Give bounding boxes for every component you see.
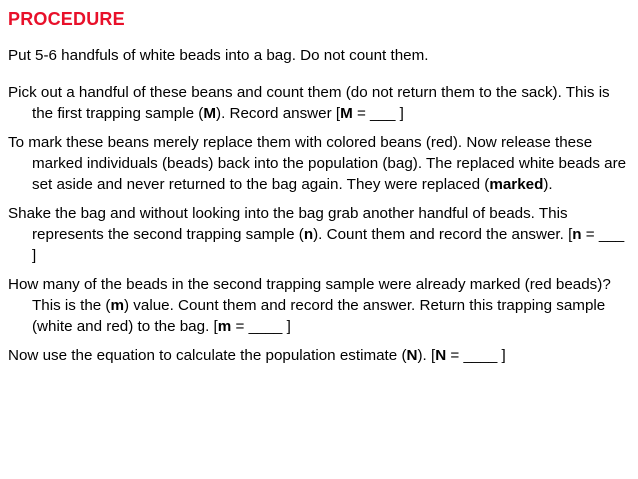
step-3-text: ). [543, 176, 553, 193]
step-4-text: ). Count them and record the answer. [ [313, 226, 573, 243]
step-2-paragraph [8, 82, 630, 124]
step-1-text: Put 5-6 handfuls of white beads into a bag. Do not count them. [8, 47, 429, 64]
step-2-text: Pick out a handful of these beans and count them (do not return them to the sack). This is the first trapping sample ( [8, 84, 610, 122]
variable-m: m [217, 318, 232, 335]
step-6-paragraph [8, 345, 630, 366]
variable-M: M [203, 105, 217, 122]
step-5-text: ) value. Count them and record the answer. Return this trapping sample (white and red) to the bag. [ [32, 297, 606, 335]
step-6-text: ). [ [417, 347, 436, 364]
keyword-marked: marked [489, 176, 544, 193]
step-4-paragraph [8, 203, 630, 266]
procedure-heading: PROCEDURE [8, 9, 125, 29]
answer-blank-m: = ____ ] [231, 318, 291, 335]
answer-blank-M: = ___ ] [352, 105, 404, 122]
answer-blank-N: = ____ ] [446, 347, 506, 364]
step-2-text: ). Record answer [ [216, 105, 341, 122]
step-5-text: How many of the beads in the second trapping sample were already marked (red beads)? This is the ( [8, 276, 611, 314]
step-1-paragraph [8, 45, 630, 66]
step-6-text: Now use the equation to calculate the population estimate ( [8, 347, 407, 364]
variable-M: M [340, 105, 353, 122]
variable-N: N [435, 347, 447, 364]
variable-n: n [303, 226, 314, 243]
step-5-paragraph [8, 274, 630, 337]
step-4-text: Shake the bag and without looking into the bag grab another handful of beads. This represents the second trapping sample ( [8, 205, 568, 243]
variable-n: n [572, 226, 582, 243]
step-3-text: To mark these beans merely replace them with colored beans (red). Now release these marked individuals (beads) back into the population (bag). The replaced white beads are set aside and never returned to the bag again. They were replaced ( [8, 134, 627, 193]
variable-N: N [406, 347, 418, 364]
variable-m: m [110, 297, 125, 314]
answer-blank-n: = ___ ] [32, 226, 625, 264]
step-3-paragraph [8, 132, 630, 195]
